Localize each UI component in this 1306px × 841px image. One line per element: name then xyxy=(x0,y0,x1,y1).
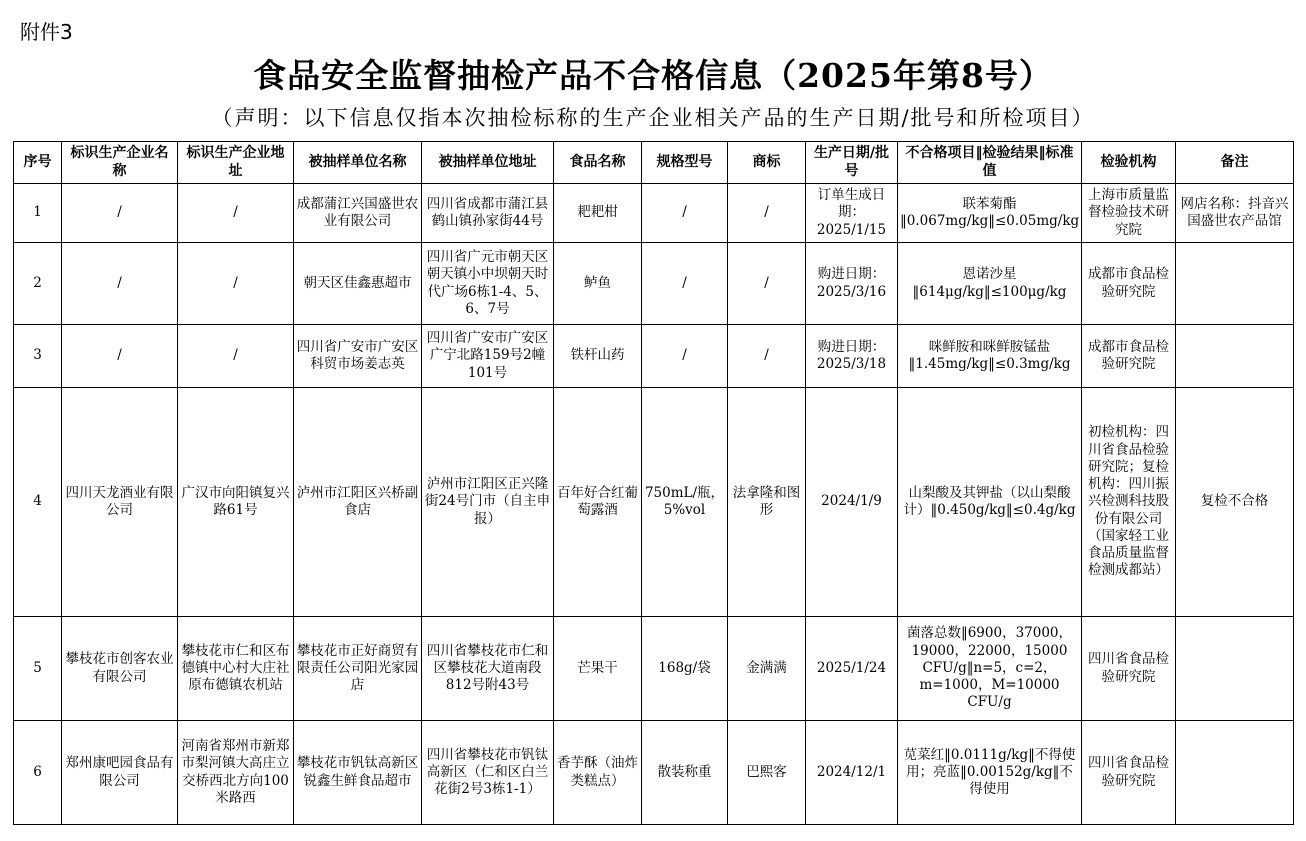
table-cell: 购进日期：2025/3/18 xyxy=(806,325,898,388)
table-cell: 铁杆山药 xyxy=(554,325,642,388)
table-cell: 山梨酸及其钾盐（以山梨酸计）‖0.450g/kg‖≤0.4g/kg xyxy=(898,388,1082,617)
table-cell: 恩诺沙星‖614μg/kg‖≤100μg/kg xyxy=(898,243,1082,325)
table-cell xyxy=(1176,617,1294,721)
table-cell: 1 xyxy=(14,184,62,243)
table-cell: / xyxy=(178,243,294,325)
table-cell: 金满满 xyxy=(728,617,806,721)
table-cell: 初检机构：四川省食品检验研究院；复检机构：四川振兴检测科技股份有限公司（国家轻工业食品质量监督检测成都站） xyxy=(1082,388,1176,617)
header-cell: 检验机构 xyxy=(1082,142,1176,184)
table-cell: / xyxy=(178,325,294,388)
table-cell: 泸州市江阳区兴桥副食店 xyxy=(294,388,422,617)
attachment-label: 附件3 xyxy=(20,20,73,44)
header-row xyxy=(14,142,1294,184)
table-cell: / xyxy=(178,184,294,243)
table-cell: 攀枝花市正好商贸有限责任公司阳光家园店 xyxy=(294,617,422,721)
header-cell: 标识生产企业地址 xyxy=(178,142,294,184)
table-cell: 3 xyxy=(14,325,62,388)
header-cell: 被抽样单位名称 xyxy=(294,142,422,184)
table-cell: / xyxy=(62,243,178,325)
table-cell: 成都市食品检验研究院 xyxy=(1082,243,1176,325)
table-cell: 四川省攀枝花市仁和区攀枝花大道南段812号附43号 xyxy=(422,617,554,721)
table-cell: 广汉市向阳镇复兴路61号 xyxy=(178,388,294,617)
header-cell: 备注 xyxy=(1176,142,1294,184)
table-cell: 168g/袋 xyxy=(642,617,728,721)
header-cell: 标识生产企业名称 xyxy=(62,142,178,184)
table-cell xyxy=(1176,721,1294,825)
header-cell: 被抽样单位地址 xyxy=(422,142,554,184)
table-cell: 百年好合红葡萄露酒 xyxy=(554,388,642,617)
results-table xyxy=(13,141,1294,825)
table-cell: 耙耙柑 xyxy=(554,184,642,243)
table-cell: 四川省广元市朝天区朝天镇小中坝朝天时代广场6栋1-4、5、6、7号 xyxy=(422,243,554,325)
table-cell: 苋菜红‖0.0111g/kg‖不得使用；亮蓝‖0.00152g/kg‖不得使用 xyxy=(898,721,1082,825)
page-subtitle: （声明：以下信息仅指本次抽检标称的生产企业相关产品的生产日期/批号和所检项目） xyxy=(211,106,1095,130)
table-cell: / xyxy=(642,184,728,243)
table-row xyxy=(14,243,1294,325)
table-cell: 巴熙客 xyxy=(728,721,806,825)
page-title: 食品安全监督抽检产品不合格信息（2025年第8号） xyxy=(253,56,1053,95)
table-cell: 2024/12/1 xyxy=(806,721,898,825)
header-cell: 规格型号 xyxy=(642,142,728,184)
table-cell: 芒果干 xyxy=(554,617,642,721)
table-cell: 6 xyxy=(14,721,62,825)
header-cell: 食品名称 xyxy=(554,142,642,184)
table-cell: 750mL/瓶，5%vol xyxy=(642,388,728,617)
table-cell: 鲈鱼 xyxy=(554,243,642,325)
table-cell: 四川省成都市蒲江县鹤山镇孙家街44号 xyxy=(422,184,554,243)
table-cell: 2 xyxy=(14,243,62,325)
table-cell: 订单生成日期：2025/1/15 xyxy=(806,184,898,243)
header-cell: 序号 xyxy=(14,142,62,184)
table-cell: 香芋酥（油炸类糕点） xyxy=(554,721,642,825)
table-cell: 攀枝花市仁和区布德镇中心村大庄社原布德镇农机站 xyxy=(178,617,294,721)
table-cell: 郑州康吧园食品有限公司 xyxy=(62,721,178,825)
table-row xyxy=(14,721,1294,825)
table-cell: 河南省郑州市新郑市梨河镇大高庄立交桥西北方向100米路西 xyxy=(178,721,294,825)
table-cell: / xyxy=(728,243,806,325)
table-row xyxy=(14,325,1294,388)
table-cell: 成都市食品检验研究院 xyxy=(1082,325,1176,388)
table-row xyxy=(14,184,1294,243)
header-cell: 生产日期/批号 xyxy=(806,142,898,184)
table-cell: 咪鲜胺和咪鲜胺锰盐‖1.45mg/kg‖≤0.3mg/kg xyxy=(898,325,1082,388)
table-cell: 四川省食品检验研究院 xyxy=(1082,617,1176,721)
table-cell: / xyxy=(62,184,178,243)
table-cell: 4 xyxy=(14,388,62,617)
table-cell: 四川省食品检验研究院 xyxy=(1082,721,1176,825)
table-cell: 攀枝花市钒钛高新区锐鑫生鲜食品超市 xyxy=(294,721,422,825)
table-cell: 2024/1/9 xyxy=(806,388,898,617)
table-cell: 联苯菊酯‖0.067mg/kg‖≤0.05mg/kg xyxy=(898,184,1082,243)
table-cell: 四川省广安市广安区广宁北路159号2幢101号 xyxy=(422,325,554,388)
table-cell: 四川省广安市广安区科贸市场姜志英 xyxy=(294,325,422,388)
table-cell: 购进日期：2025/3/16 xyxy=(806,243,898,325)
table-cell: 上海市质量监督检验技术研究院 xyxy=(1082,184,1176,243)
table-cell: 菌落总数‖6900，37000，19000，22000，15000 CFU/g‖n=5，c=2，m=1000，M=10000 CFU/g xyxy=(898,617,1082,721)
table-cell: 复检不合格 xyxy=(1176,388,1294,617)
table-cell: / xyxy=(642,325,728,388)
table-cell: / xyxy=(62,325,178,388)
header-cell: 商标 xyxy=(728,142,806,184)
table-cell: / xyxy=(642,243,728,325)
table-cell: 2025/1/24 xyxy=(806,617,898,721)
table-cell: 散装称重 xyxy=(642,721,728,825)
table-cell: 四川省攀枝花市钒钛高新区（仁和区白兰花街2号3栋1-1） xyxy=(422,721,554,825)
table-cell: 法拿隆和图形 xyxy=(728,388,806,617)
table-cell: 泸州市江阳区正兴隆街24号门市（自主申报） xyxy=(422,388,554,617)
table-row xyxy=(14,388,1294,617)
table-cell: 攀枝花市创客农业有限公司 xyxy=(62,617,178,721)
table-cell: / xyxy=(728,184,806,243)
table-cell: 成都蒲江兴国盛世农业有限公司 xyxy=(294,184,422,243)
header-cell: 不合格项目‖检验结果‖标准值 xyxy=(898,142,1082,184)
table-cell: 5 xyxy=(14,617,62,721)
table-cell xyxy=(1176,243,1294,325)
table-cell: 四川天龙酒业有限公司 xyxy=(62,388,178,617)
table-cell: 朝天区佳鑫惠超市 xyxy=(294,243,422,325)
table-cell: 网店名称：抖音兴国盛世农产品馆 xyxy=(1176,184,1294,243)
table-cell xyxy=(1176,325,1294,388)
table-cell: / xyxy=(728,325,806,388)
table-row xyxy=(14,617,1294,721)
